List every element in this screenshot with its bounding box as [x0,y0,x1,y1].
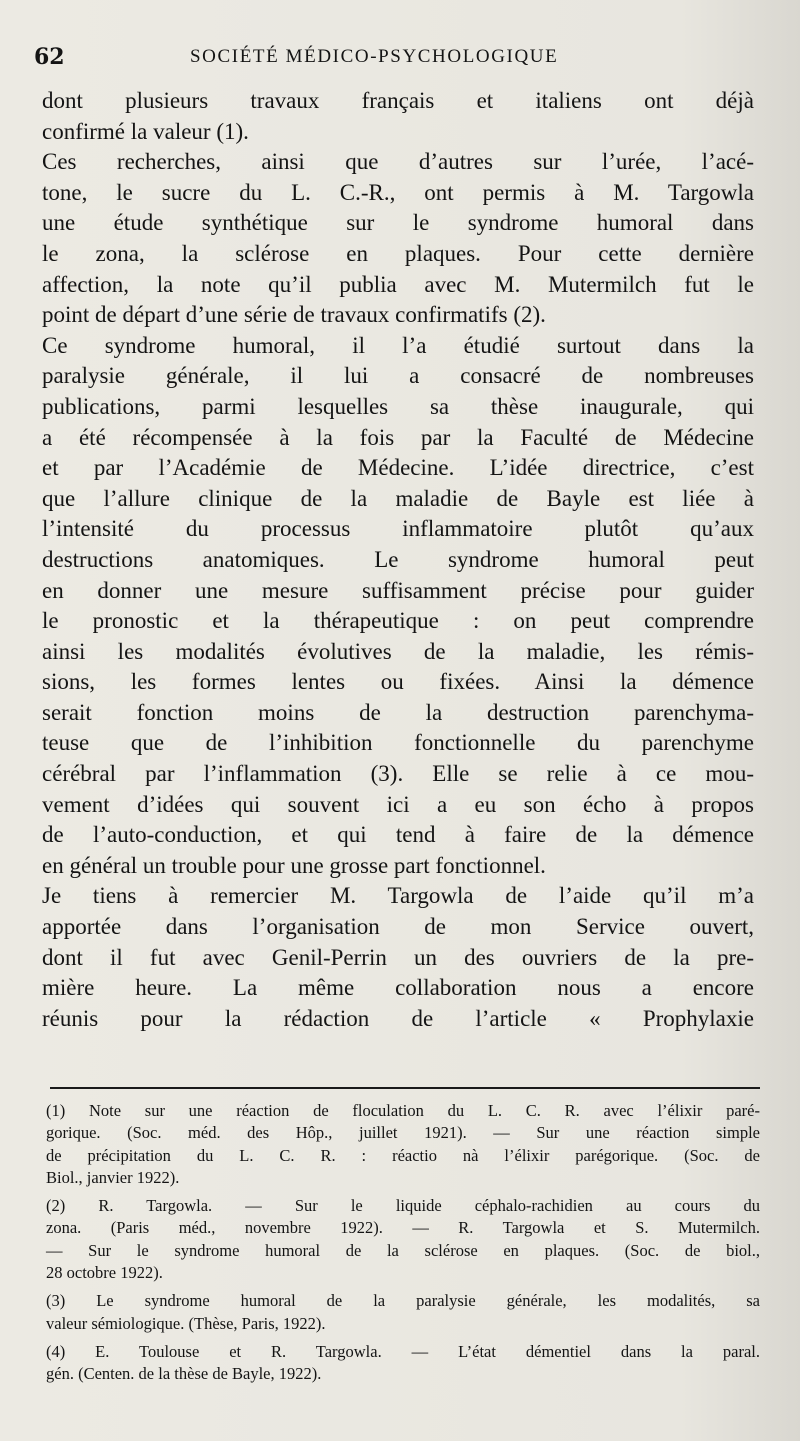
body-line: confirmé la valeur (1). [42,118,249,144]
body-line: affection, la note qu’il publia avec M. Mutermilch fut le [42,271,754,297]
body-line: que l’allure clinique de la maladie de Bayle est liée à [42,485,754,511]
body-line: serait fonction moins de la destruction parenchyma- [42,699,754,725]
body-line: vement d’idées qui souvent ici a eu son écho à propos [42,791,754,817]
body-line: dont plusieurs travaux français et italiens ont déjà [42,88,754,113]
body-line: Ces recherches, ainsi que d’autres sur l’urée, l’acé- [42,149,754,175]
body-line: paralysie générale, il lui a consacré de nombreuses [42,363,754,389]
body-line: une étude synthétique sur le syndrome humoral dans [42,210,754,236]
footnote-line: (1) Note sur une réaction de floculation du L. C. R. avec l’élixir paré- [46,1101,760,1120]
footnote-line: (3) Le syndrome humoral de la paralysie générale, les modalités, sa [46,1291,760,1311]
footnote-line: Biol., janvier 1922). [46,1167,180,1187]
body-line: et par l’Académie de Médecine. L’idée directrice, c’est [42,455,754,481]
page-header [32,38,762,74]
body-line: sions, les formes lentes ou fixées. Ainsi la démence [42,669,754,695]
body-line: de l’auto-conduction, et qui tend à faire de la démence [42,822,754,848]
footnote-line: gén. (Centen. de la thèse de Bayle, 1922). [46,1364,322,1384]
footnote [46,1195,760,1284]
running-title: SOCIÉTÉ MÉDICO-PSYCHOLOGIQUE [190,46,559,67]
footnote-rule [50,1087,760,1089]
footnote-line: valeur sémiologique. (Thèse, Paris, 1922). [46,1313,326,1333]
footnote-line: (4) E. Toulouse et R. Targowla. — L’état démentiel dans la paral. [46,1341,760,1361]
footnote-line: (2) R. Targowla. — Sur le liquide céphalo-rachidien au cours du [46,1196,760,1216]
body-text [42,86,754,1034]
page-number: 62 [34,44,65,70]
body-line: publications, parmi lesquelles sa thèse inaugurale, qui [42,393,754,419]
body-line: dont il fut avec Genil-Perrin un des ouvriers de la pre- [42,944,754,970]
footnote [46,1100,760,1189]
body-line: en général un trouble pour une grosse part fonctionnel. [42,852,546,878]
body-line: tone, le sucre du L. C.-R., ont permis à M. Targowla [42,179,754,205]
body-line: l’intensité du processus inflammatoire plutôt qu’aux [42,516,754,542]
body-line: cérébral par l’inflammation (3). Elle se relie à ce mou- [42,761,754,787]
body-line: le pronostic et la thérapeutique : on peut comprendre [42,608,754,634]
body-line: en donner une mesure suffisamment précise pour guider [42,577,754,603]
body-line: Je tiens à remercier M. Targowla de l’aide qu’il m’a [42,883,754,909]
body-line: apportée dans l’organisation de mon Service ouvert, [42,914,754,940]
body-line: Ce syndrome humoral, il l’a étudié surtout dans la [42,332,754,358]
footnote-line: — Sur le syndrome humoral de la sclérose en plaques. (Soc. de biol., [46,1240,760,1260]
footnote-line: zona. (Paris méd., novembre 1922). — R. Targowla et S. Mutermilch. [46,1218,760,1238]
footnote [46,1290,760,1335]
body-line: point de départ d’une série de travaux confirmatifs (2). [42,302,546,328]
body-line: a été récompensée à la fois par la Faculté de Médecine [42,424,754,450]
body-line: réunis pour la rédaction de l’article « Prophylaxie [42,1005,754,1031]
footnotes [46,1100,760,1386]
body-line: le zona, la sclérose en plaques. Pour cette dernière [42,240,754,266]
body-line: mière heure. La même collaboration nous a encore [42,975,754,1001]
footnote-line: de précipitation du L. C. R. : réactio nà l’élixir parégorique. (Soc. de [46,1145,760,1165]
body-line: ainsi les modalités évolutives de la maladie, les rémis- [42,638,754,664]
footnote-line: gorique. (Soc. méd. des Hôp., juillet 1921). — Sur une réaction simple [46,1123,760,1143]
footnote-line: 28 octobre 1922). [46,1263,163,1283]
body-line: teuse que de l’inhibition fonctionnelle du parenchyme [42,730,754,756]
body-line: destructions anatomiques. Le syndrome humoral peut [42,546,754,572]
footnote [46,1341,760,1386]
